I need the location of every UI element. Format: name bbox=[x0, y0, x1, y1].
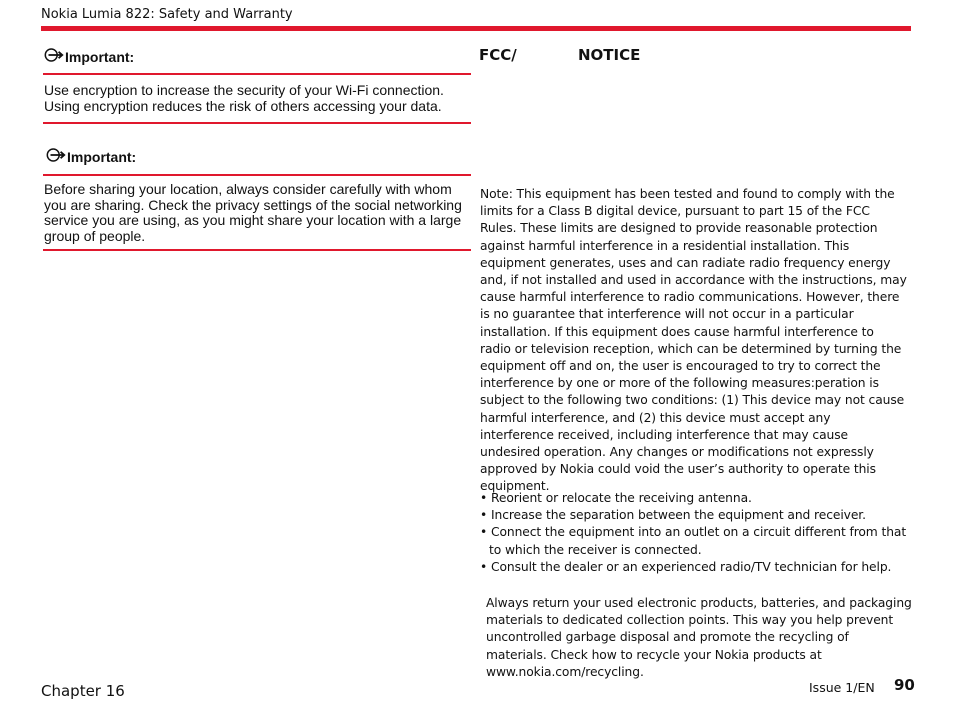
fcc-measures-list bbox=[480, 490, 908, 576]
important-block-2 bbox=[45, 146, 471, 167]
important-rule-bottom-2 bbox=[43, 249, 471, 251]
important-heading bbox=[45, 146, 471, 167]
important-rule-bottom-1 bbox=[43, 122, 471, 124]
header-red-rule bbox=[41, 26, 911, 31]
list-item: • Consult the dealer or an experienced radio/TV technician for help. bbox=[480, 559, 908, 576]
fcc-title-right: NOTICE bbox=[578, 46, 641, 64]
document-header-title: Nokia Lumia 822: Safety and Warranty bbox=[41, 7, 293, 22]
fcc-notice-paragraph: Note: This equipment has been tested and found to comply with the limits for a Class B digital device, pursuant to part 15 of the FCC Rules. These limits are designed to provide reasonable protection against harmful interference in a residential installation. This equipment generates, uses and can radiate radio frequency energy and, if not installed and used in accordance with the instructions, may cause harmful interference to radio communications. However, there is no guarantee that interference will not occur in a particular installation. If this equipment does cause harmful interference to radio or television reception, which can be determined by turning the equipment off and on, the user is encouraged to try to correct the interference by one or more of the following measures:peration is subject to the following two conditions: (1) This device may not cause harmful interference, and (2) this device must accept any interference received, including interference that may cause undesired operation. Any changes or modifications not expressly approved by Nokia could void the user’s authority to operate this equipment. bbox=[480, 187, 907, 494]
important-text-1: Use encryption to increase the security of your Wi-Fi connection. Using encryption reduces the risk of others accessing your data. bbox=[44, 82, 444, 114]
footer-chapter: Chapter 16 bbox=[41, 682, 125, 700]
important-pointer-icon bbox=[43, 46, 65, 67]
footer-page-number: 90 bbox=[894, 676, 915, 694]
list-item: • Increase the separation between the equipment and receiver. bbox=[480, 507, 908, 524]
fcc-title-left: FCC/ bbox=[479, 46, 517, 64]
important-text-2: Before sharing your location, always consider carefully with whom you are sharing. Check the privacy settings of the social networking service you are using, as you might share your location with a large group of people. bbox=[44, 181, 462, 244]
list-item: • Reorient or relocate the receiving antenna. bbox=[480, 490, 908, 507]
important-label: Important: bbox=[65, 48, 135, 65]
important-rule-top-1 bbox=[43, 73, 471, 75]
important-label: Important: bbox=[67, 148, 137, 165]
list-item: • Connect the equipment into an outlet on a circuit different from that to which the receiver is connected. bbox=[480, 524, 908, 558]
important-heading bbox=[43, 46, 471, 67]
important-pointer-icon bbox=[45, 146, 67, 167]
important-block-1 bbox=[43, 46, 471, 67]
footer-issue: Issue 1/EN bbox=[809, 680, 875, 695]
important-rule-top-2 bbox=[43, 174, 471, 176]
recycling-paragraph: Always return your used electronic products, batteries, and packaging materials to dedicated collection points. This way you help prevent uncontrolled garbage disposal and promote the recycling of materials. Check how to recycle your Nokia products at www.nokia.com/recycling. bbox=[486, 596, 912, 679]
